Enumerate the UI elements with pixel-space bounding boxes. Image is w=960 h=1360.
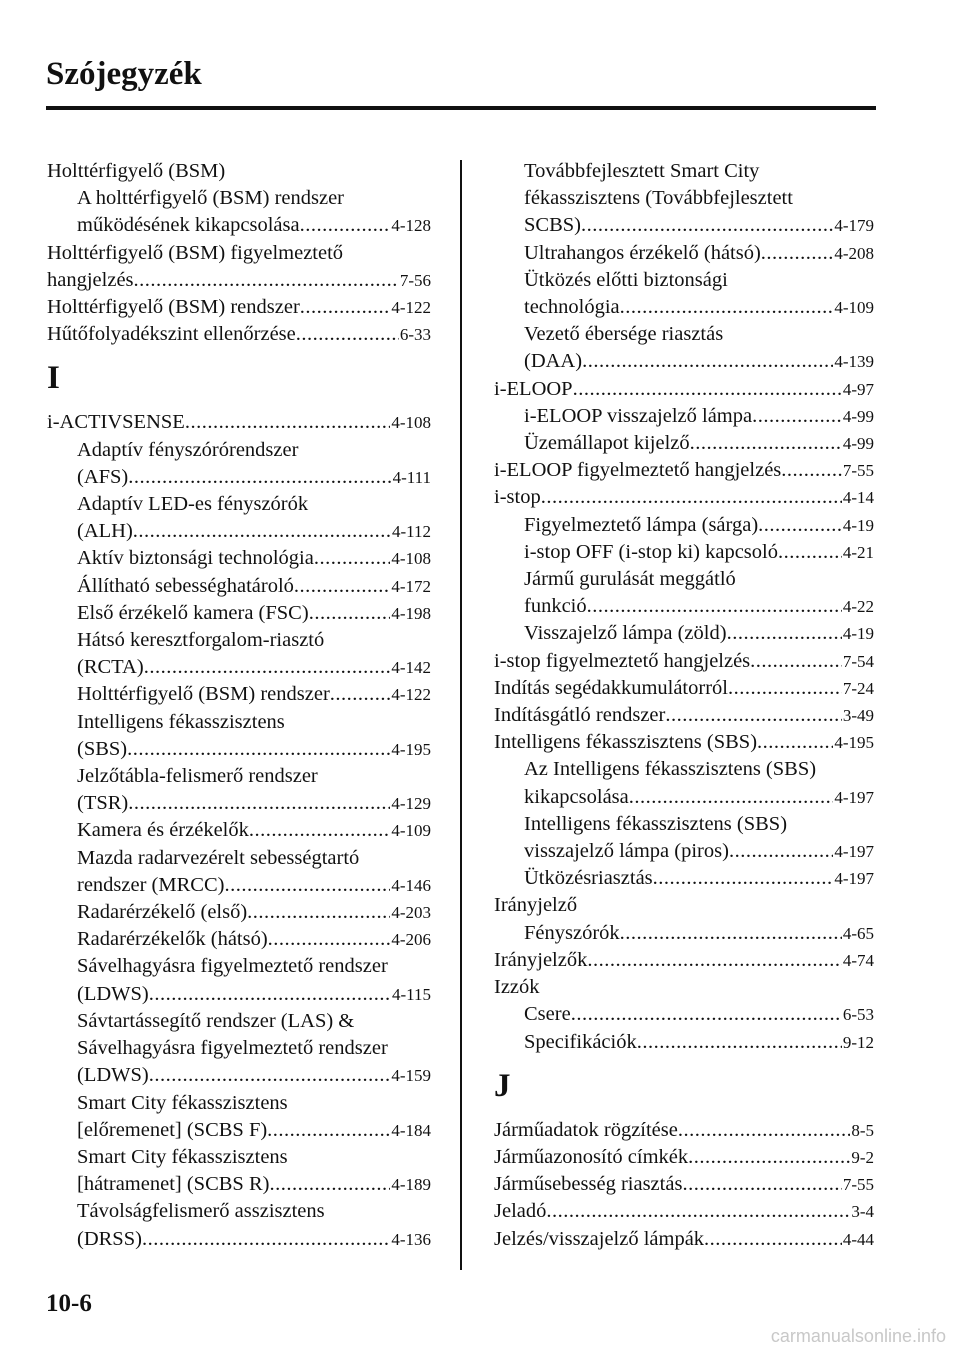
page-ref: 4-115	[391, 984, 431, 1004]
index-entry	[47, 790, 431, 817]
page-ref: 4-21	[842, 542, 874, 562]
index-entry	[494, 348, 874, 375]
page-ref: 4-99	[842, 434, 874, 454]
leader-dots	[144, 654, 391, 681]
index-entry	[47, 545, 431, 572]
index-entry	[494, 593, 874, 620]
leader-dots	[729, 838, 833, 865]
entry-label: i-ELOOP visszajelző lámpa	[524, 404, 753, 427]
entry-label: technológia	[524, 296, 620, 319]
leader-dots	[620, 294, 834, 321]
entry-label: Csere	[524, 1003, 571, 1026]
page-ref: 4-44	[842, 1229, 874, 1249]
leader-dots	[629, 784, 834, 811]
index-line: A holttérfigyelő (BSM) rendszer	[77, 187, 345, 210]
index-line: Sávelhagyásra figyelmeztető rendszer	[77, 955, 388, 978]
entry-label: i-stop OFF (i-stop ki) kapcsoló	[524, 540, 778, 563]
index-column-right	[494, 158, 874, 1253]
index-entry	[494, 620, 874, 647]
index-line: Ütközés előtti biztonsági	[524, 268, 728, 291]
entry-label: (LDWS)	[77, 982, 149, 1005]
leader-dots	[690, 430, 842, 457]
entry-label: Figyelmeztető lámpa (sárga)	[524, 513, 759, 536]
leader-dots	[587, 947, 841, 974]
entry-label: Jelzés/visszajelző lámpák	[494, 1227, 705, 1250]
page-ref: 4-122	[391, 685, 431, 705]
index-line: Sávelhagyásra figyelmeztető rendszer	[77, 1037, 388, 1060]
index-line: Az Intelligens fékasszisztens (SBS)	[524, 758, 817, 781]
leader-dots	[314, 545, 390, 572]
watermark: carmanualsonline.info	[770, 1326, 946, 1346]
entry-label: Kamera és érzékelők	[77, 819, 249, 842]
entry-label: Radarérzékelő (első)	[77, 901, 248, 924]
index-line: Jármű gurulását meggátló	[524, 568, 736, 591]
page-ref: 4-146	[391, 875, 431, 895]
leader-dots	[249, 817, 390, 844]
entry-label: (SBS)	[77, 737, 128, 760]
page-ref: 6-53	[842, 1005, 874, 1025]
index-line: Mazda radarvezérelt sebességtartó	[77, 846, 360, 869]
index-entry	[47, 267, 431, 294]
index-entry	[494, 1171, 874, 1198]
index-entry	[47, 321, 431, 348]
index-line: fékasszisztens (Továbbfejlesztett	[524, 187, 793, 210]
index-column-left	[47, 158, 431, 1253]
page-title: Szójegyzék	[46, 56, 202, 92]
page-ref: 4-108	[391, 549, 431, 569]
column-divider	[460, 160, 462, 1270]
leader-dots	[653, 865, 834, 892]
leader-dots	[300, 294, 391, 321]
leader-dots	[294, 573, 390, 600]
leader-dots	[267, 1117, 390, 1144]
index-entry	[494, 1029, 874, 1056]
page-ref: 4-159	[391, 1066, 431, 1086]
page-ref: 4-122	[391, 298, 431, 318]
entry-label: Jeladó	[494, 1200, 547, 1223]
leader-dots	[573, 376, 842, 403]
index-heading: Irányjelző	[494, 894, 578, 917]
entry-label: Járműadatok rögzítése	[494, 1118, 678, 1141]
page-ref: 4-139	[834, 352, 874, 372]
entry-label: Járműazonosító címkék	[494, 1145, 689, 1168]
leader-dots	[134, 267, 399, 294]
leader-dots	[778, 539, 842, 566]
index-line: Hátsó keresztforgalom-riasztó	[77, 629, 325, 652]
page-ref: 4-22	[842, 597, 874, 617]
page-ref: 4-206	[391, 930, 431, 950]
entry-label: i-ELOOP	[494, 377, 573, 400]
index-entry	[494, 1226, 874, 1253]
entry-label: Indítás segédakkumulátorról	[494, 676, 728, 699]
index-entry	[494, 729, 874, 756]
index-entry	[47, 736, 431, 763]
leader-dots	[620, 920, 842, 947]
page-ref: 7-55	[842, 461, 874, 481]
page-ref: 4-65	[842, 923, 874, 943]
page-ref: 4-112	[391, 522, 431, 542]
leader-dots	[128, 464, 391, 491]
index-entry	[494, 1117, 874, 1144]
leader-dots	[546, 1198, 850, 1225]
leader-dots	[269, 1171, 390, 1198]
entry-label: (DRSS)	[77, 1227, 142, 1250]
page-ref: 7-56	[399, 270, 431, 290]
index-line: Holttérfigyelő (BSM) figyelmeztető	[47, 241, 344, 264]
index-line: Továbbfejlesztett Smart City	[524, 160, 760, 182]
index-entry	[494, 865, 874, 892]
leader-dots	[752, 403, 842, 430]
entry-label: Hűtőfolyadékszint ellenőrzése	[47, 323, 296, 346]
page-ref: 9-12	[842, 1032, 874, 1052]
page-ref: 4-172	[391, 576, 431, 596]
page-ref: 4-197	[834, 869, 874, 889]
page-number: 10-6	[46, 1290, 92, 1317]
entry-label: (LDWS)	[77, 1064, 149, 1087]
page-ref: 4-208	[834, 243, 874, 263]
leader-dots	[587, 593, 842, 620]
leader-dots	[704, 1226, 842, 1253]
index-entry	[494, 838, 874, 865]
page-ref: 4-74	[842, 950, 874, 970]
leader-dots	[637, 1029, 842, 1056]
entry-label: Járműsebesség riasztás	[494, 1173, 683, 1196]
page-ref: 4-129	[391, 794, 431, 814]
index-entry	[494, 1001, 874, 1028]
index-entry	[494, 1198, 874, 1225]
page-ref: 4-195	[834, 733, 874, 753]
index-entry	[494, 512, 874, 539]
entry-label: Állítható sebességhatároló	[77, 574, 294, 597]
page-ref: 4-109	[391, 821, 431, 841]
leader-dots	[127, 736, 390, 763]
entry-label: (TSR)	[77, 792, 129, 815]
index-entry	[47, 1117, 431, 1144]
entry-label: hangjelzés	[47, 268, 134, 291]
page-ref: 4-128	[391, 216, 431, 236]
leader-dots	[133, 518, 391, 545]
page-ref: 4-189	[391, 1175, 431, 1195]
leader-dots	[142, 1226, 390, 1253]
index-entry	[47, 899, 431, 926]
entry-label: SCBS)	[524, 214, 581, 237]
page-ref: 4-195	[391, 739, 431, 759]
entry-label: Irányjelzők	[494, 948, 588, 971]
page-ref: 4-111	[392, 467, 431, 487]
index-entry	[494, 947, 874, 974]
index-entry	[47, 1062, 431, 1089]
entry-label: visszajelző lámpa (piros)	[524, 840, 729, 863]
index-entry	[47, 681, 431, 708]
leader-dots	[300, 212, 391, 239]
index-entry	[47, 926, 431, 953]
index-line: Smart City fékasszisztens	[77, 1091, 288, 1114]
index-line: Vezető ébersége riasztás	[524, 323, 724, 346]
leader-dots	[758, 512, 842, 539]
entry-label: i-stop	[494, 486, 541, 509]
page-ref: 4-19	[842, 515, 874, 535]
page-ref: 4-179	[834, 216, 874, 236]
leader-dots	[750, 648, 842, 675]
index-entry	[494, 403, 874, 430]
page-ref: 4-184	[391, 1120, 431, 1140]
index-heading: Holttérfigyelő (BSM)	[47, 160, 226, 182]
page-ref: 4-198	[391, 603, 431, 623]
leader-dots	[268, 926, 391, 953]
index-entry	[47, 464, 431, 491]
index-entry	[47, 409, 431, 436]
entry-label: (AFS)	[77, 465, 129, 488]
section-letter-j: J	[494, 1067, 511, 1104]
entry-label: kikapcsolása	[524, 785, 629, 808]
page-ref: 7-24	[842, 678, 874, 698]
leader-dots	[761, 240, 834, 267]
index-entry	[494, 920, 874, 947]
index-line: Jelzőtábla-felismerő rendszer	[77, 765, 318, 788]
page-ref: 4-142	[391, 658, 431, 678]
leader-dots	[224, 872, 390, 899]
leader-dots	[581, 212, 833, 239]
index-line: Távolságfelismerő asszisztens	[77, 1200, 325, 1223]
index-entry	[494, 294, 874, 321]
page-ref: 4-108	[391, 413, 431, 433]
index-line: Sávtartássegítő rendszer (LAS) &	[77, 1009, 355, 1032]
index-entry	[494, 539, 874, 566]
index-entry	[494, 240, 874, 267]
page-ref: 9-2	[851, 1147, 874, 1167]
entry-label: funkció	[524, 595, 587, 618]
page-ref: 3-49	[842, 706, 874, 726]
leader-dots	[128, 790, 390, 817]
leader-dots	[665, 702, 841, 729]
page-ref: 4-203	[391, 903, 431, 923]
index-entry	[47, 981, 431, 1008]
header-rule	[46, 106, 876, 110]
entry-label: rendszer (MRCC)	[77, 873, 225, 896]
entry-label: Aktív biztonsági technológia	[77, 547, 314, 570]
page-ref: 4-109	[834, 298, 874, 318]
leader-dots	[296, 321, 399, 348]
entry-label: Üzemállapot kijelző	[524, 432, 690, 455]
entry-label: (ALH)	[77, 520, 133, 543]
leader-dots	[678, 1117, 850, 1144]
page-ref: 7-54	[842, 651, 874, 671]
page-ref: 7-55	[842, 1175, 874, 1195]
entry-label: [előremenet] (SCBS F)	[77, 1118, 268, 1141]
page-ref: 4-136	[391, 1229, 431, 1249]
page-ref: 4-97	[842, 379, 874, 399]
index-entry	[494, 675, 874, 702]
page-ref: 8-5	[851, 1120, 874, 1140]
entry-label: i-ACTIVSENSE	[47, 411, 185, 434]
page-ref: 4-99	[842, 406, 874, 426]
leader-dots	[757, 729, 833, 756]
leader-dots	[571, 1001, 842, 1028]
index-entry	[47, 518, 431, 545]
index-entry	[47, 817, 431, 844]
leader-dots	[149, 981, 391, 1008]
entry-label: i-stop figyelmeztető hangjelzés	[494, 649, 751, 672]
leader-dots	[781, 457, 842, 484]
index-entry	[47, 294, 431, 321]
index-line: Intelligens fékasszisztens	[77, 710, 285, 733]
entry-label: Ultrahangos érzékelő (hátsó)	[524, 241, 761, 264]
index-entry	[47, 212, 431, 239]
entry-label: Visszajelző lámpa (zöld)	[524, 622, 727, 645]
entry-label: Radarérzékelők (hátsó)	[77, 928, 268, 951]
index-entry	[494, 457, 874, 484]
leader-dots	[247, 899, 390, 926]
entry-label: Fényszórók	[524, 921, 620, 944]
index-entry	[494, 648, 874, 675]
index-entry	[47, 1226, 431, 1253]
leader-dots	[541, 484, 842, 511]
entry-label: (DAA)	[524, 350, 583, 373]
entry-label: működésének kikapcsolása	[77, 214, 300, 237]
leader-dots	[682, 1171, 841, 1198]
entry-label: Intelligens fékasszisztens (SBS)	[494, 731, 758, 754]
section-letter-i: I	[47, 360, 60, 397]
entry-label: Holttérfigyelő (BSM) rendszer	[77, 683, 330, 706]
page-ref: 6-33	[399, 325, 431, 345]
index-entry	[494, 212, 874, 239]
index-entry	[47, 600, 431, 627]
page-ref: 4-197	[834, 842, 874, 862]
index-entry	[494, 702, 874, 729]
entry-label: i-ELOOP figyelmeztető hangjelzés	[494, 459, 782, 482]
index-entry	[47, 1171, 431, 1198]
page-ref: 3-4	[851, 1202, 874, 1222]
index-entry	[494, 376, 874, 403]
leader-dots	[727, 620, 842, 647]
index-entry	[494, 430, 874, 457]
leader-dots	[149, 1062, 391, 1089]
entry-label: Holttérfigyelő (BSM) rendszer	[47, 296, 300, 319]
leader-dots	[582, 348, 833, 375]
page-ref: 4-14	[842, 488, 874, 508]
index-line: Intelligens fékasszisztens (SBS)	[524, 812, 788, 835]
entry-label: (RCTA)	[77, 656, 144, 679]
entry-label: Indításgátló rendszer	[494, 704, 666, 727]
leader-dots	[728, 675, 842, 702]
index-line: Smart City fékasszisztens	[77, 1145, 288, 1168]
leader-dots	[688, 1144, 850, 1171]
entry-label: [hátramenet] (SCBS R)	[77, 1173, 270, 1196]
leader-dots	[309, 600, 391, 627]
page-ref: 4-197	[834, 787, 874, 807]
index-entry	[494, 1144, 874, 1171]
index-line: Adaptív LED-es fényszórók	[77, 493, 309, 516]
index-entry	[47, 872, 431, 899]
index-entry	[494, 784, 874, 811]
entry-label: Ütközésriasztás	[524, 867, 653, 890]
leader-dots	[330, 681, 391, 708]
index-entry	[494, 484, 874, 511]
entry-label: Első érzékelő kamera (FSC)	[77, 601, 309, 624]
page-ref: 4-19	[842, 624, 874, 644]
index-line: Adaptív fényszórórendszer	[77, 438, 299, 461]
index-entry	[47, 573, 431, 600]
leader-dots	[185, 409, 391, 436]
index-entry	[47, 654, 431, 681]
index-heading: Izzók	[494, 976, 540, 999]
entry-label: Specifikációk	[524, 1030, 637, 1053]
